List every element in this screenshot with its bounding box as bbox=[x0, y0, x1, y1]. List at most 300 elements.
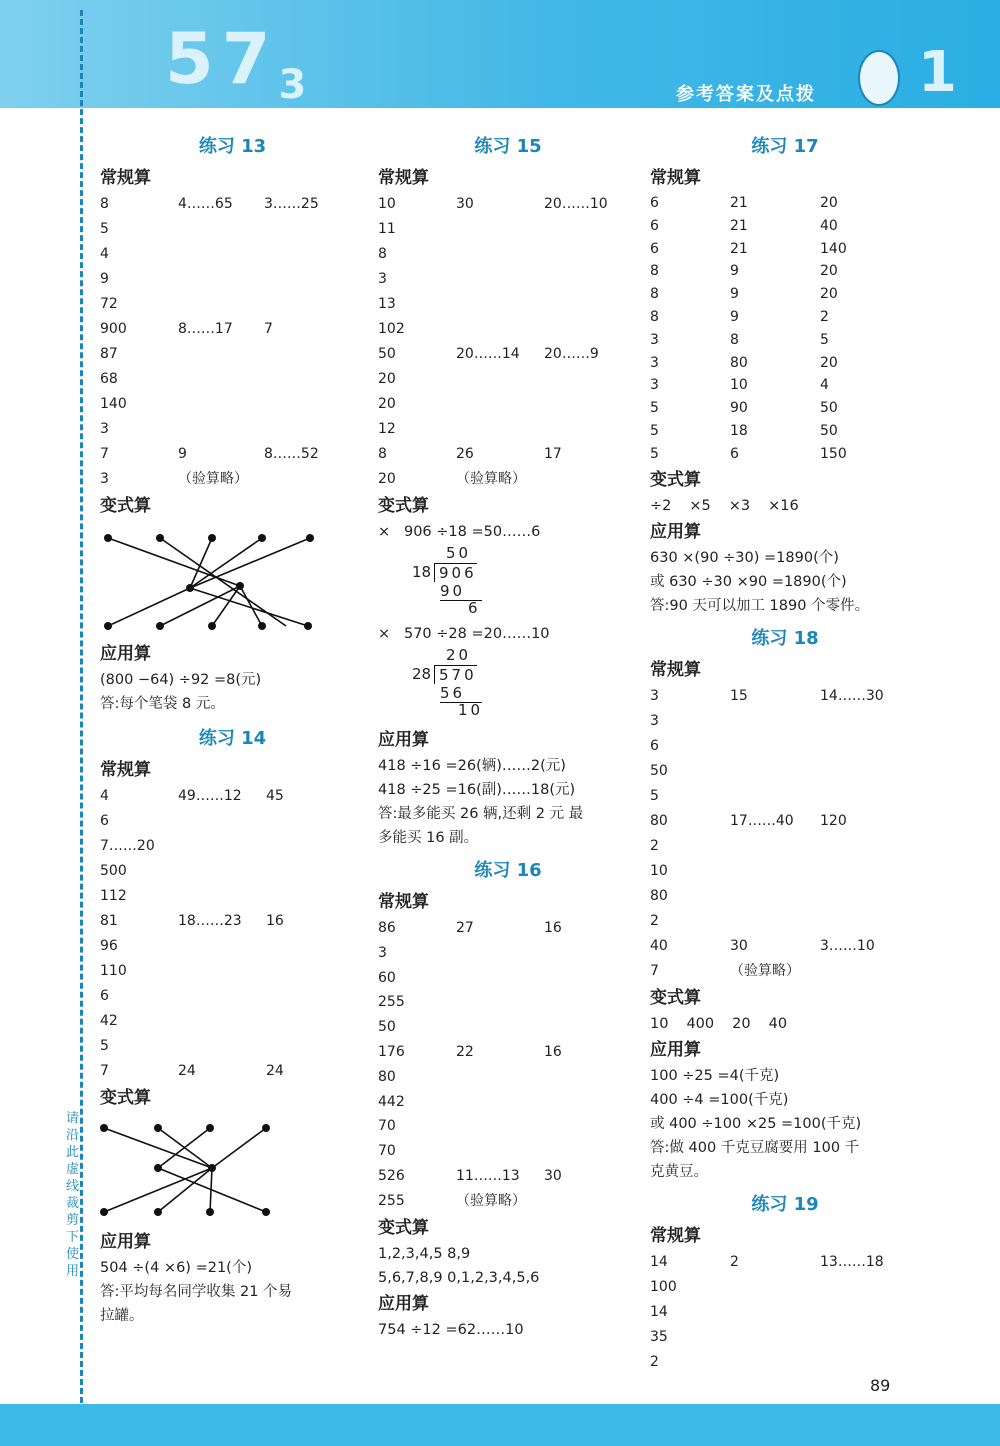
page-number: 89 bbox=[870, 1376, 891, 1395]
answer-cell: 2 bbox=[730, 1253, 739, 1270]
variant-heading: 变式算 bbox=[650, 987, 701, 1008]
answer-cell bbox=[456, 941, 544, 966]
answer-cell: 20 bbox=[378, 371, 396, 387]
answer-cell bbox=[820, 834, 900, 859]
answer-cell: 9 bbox=[730, 286, 739, 303]
answer-cell bbox=[730, 884, 820, 909]
answer-cell bbox=[544, 1065, 634, 1090]
answer-cell bbox=[178, 417, 264, 442]
answer-cell: 42 bbox=[100, 1013, 118, 1029]
answer-cell bbox=[456, 1065, 544, 1090]
applied-answer bbox=[378, 1318, 638, 1342]
cut-note: 请沿此虚线裁剪下使用 bbox=[66, 1111, 80, 1279]
answer-cell: 4 bbox=[820, 377, 829, 394]
answer-cell: 150 bbox=[820, 445, 847, 462]
answer-cell bbox=[544, 1189, 634, 1214]
text-line: 418 ÷25 =16(副)……18(元) bbox=[378, 782, 576, 798]
answer-cell: 526 bbox=[378, 1167, 405, 1184]
answer-cell bbox=[456, 317, 544, 342]
exercise-16 bbox=[378, 854, 638, 1342]
answer-cell: （验算略） bbox=[456, 1192, 526, 1209]
answer-row bbox=[100, 859, 365, 884]
answer-cell: 18 bbox=[730, 422, 748, 439]
exercise-13 bbox=[100, 130, 365, 716]
answer-row bbox=[650, 283, 920, 306]
answer-cell bbox=[264, 367, 354, 392]
answer-cell bbox=[730, 909, 820, 934]
answer-cell: 26 bbox=[456, 446, 474, 462]
answer-cell bbox=[544, 267, 634, 292]
answer-cell: 7 bbox=[100, 446, 109, 462]
variant-item: 20 bbox=[732, 1015, 751, 1032]
applied-answer bbox=[378, 754, 638, 850]
answer-cell: 8 bbox=[650, 308, 659, 325]
answer-cell bbox=[456, 292, 544, 317]
answer-cell bbox=[456, 267, 544, 292]
variant-answer bbox=[650, 494, 920, 518]
answer-row bbox=[650, 374, 920, 397]
answer-cell: 13……18 bbox=[820, 1253, 884, 1270]
variant-item: ×16 bbox=[768, 497, 799, 514]
answer-cell: 3 bbox=[650, 712, 659, 729]
answer-cell: 20 bbox=[820, 263, 838, 280]
text-line: 630 ×(90 ÷30) =1890(个) bbox=[650, 549, 839, 566]
answer-cell: 3 bbox=[378, 271, 387, 287]
answer-row bbox=[650, 1350, 920, 1375]
answer-cell: 45 bbox=[266, 788, 284, 804]
variant-heading: 变式算 bbox=[378, 496, 429, 516]
exercise-title: 练习 13 bbox=[198, 136, 267, 157]
answer-cell: 15 bbox=[730, 687, 748, 704]
answer-row bbox=[378, 1114, 638, 1139]
answer-row bbox=[650, 352, 920, 375]
answer-cell: 40 bbox=[650, 937, 668, 954]
answer-cell: 3 bbox=[650, 687, 659, 704]
answer-cell: 176 bbox=[378, 1043, 405, 1060]
answer-row bbox=[650, 215, 920, 238]
answer-cell bbox=[456, 990, 544, 1015]
answer-cell bbox=[178, 984, 266, 1009]
answer-row bbox=[100, 784, 365, 809]
chapter-number: 1 bbox=[918, 40, 957, 105]
answer-cell: 90 bbox=[730, 400, 748, 417]
answer-cell: 9 bbox=[178, 446, 187, 462]
answer-row bbox=[100, 834, 365, 859]
answer-cell bbox=[544, 292, 634, 317]
footer-bar bbox=[0, 1404, 1000, 1446]
answer-cell: 442 bbox=[378, 1093, 405, 1110]
answer-cell bbox=[820, 1325, 900, 1350]
routine-heading: 常规算 bbox=[650, 659, 701, 680]
answer-cell: 2 bbox=[650, 837, 659, 854]
answer-cell bbox=[730, 1275, 820, 1300]
answer-row bbox=[100, 342, 365, 367]
answer-cell: 81 bbox=[100, 913, 118, 929]
applied-heading: 应用算 bbox=[100, 1232, 151, 1252]
answer-cell: 3 bbox=[650, 377, 659, 394]
answer-cell: （验算略） bbox=[730, 962, 800, 979]
answer-row bbox=[650, 784, 920, 809]
answer-cell: 140 bbox=[100, 396, 127, 412]
answer-cell bbox=[544, 941, 634, 966]
answer-row bbox=[650, 959, 920, 984]
answer-cell: 21 bbox=[730, 240, 748, 257]
answer-cell: 5 bbox=[650, 787, 659, 804]
answer-cell bbox=[820, 884, 900, 909]
answer-row bbox=[650, 909, 920, 934]
correction-1 bbox=[378, 520, 638, 618]
exercise-title: 练习 16 bbox=[474, 860, 542, 881]
answer-cell: 9 bbox=[100, 271, 109, 287]
answer-cell bbox=[820, 909, 900, 934]
answer-cell bbox=[266, 859, 356, 884]
text-line: 克黄豆。 bbox=[650, 1163, 708, 1180]
answer-cell: 6 bbox=[650, 217, 659, 234]
answer-cell: 18……23 bbox=[178, 913, 242, 929]
answer-cell: 8 bbox=[650, 263, 659, 280]
variant-heading: 变式算 bbox=[100, 496, 151, 516]
answer-row bbox=[378, 966, 638, 991]
answer-cell: 8 bbox=[730, 331, 739, 348]
answer-cell: 4 bbox=[100, 246, 109, 262]
corrected-expression: 906 ÷18 =50……6 bbox=[403, 524, 541, 540]
wrong-mark: × bbox=[378, 524, 391, 540]
answer-cell: 50 bbox=[378, 1019, 396, 1036]
answer-cell bbox=[178, 1034, 266, 1059]
answer-cell bbox=[264, 292, 354, 317]
answer-row bbox=[650, 859, 920, 884]
answer-cell: 13 bbox=[378, 296, 396, 312]
answer-cell: 2 bbox=[650, 1353, 659, 1370]
answer-row bbox=[100, 809, 365, 834]
answer-cell: 30 bbox=[456, 196, 474, 212]
answer-cell bbox=[730, 859, 820, 884]
answer-row bbox=[100, 292, 365, 317]
text-line: 400 ÷4 =100(千克) bbox=[650, 1091, 789, 1108]
answer-cell: 3……10 bbox=[820, 937, 875, 954]
answer-cell: 30 bbox=[730, 937, 748, 954]
answer-cell bbox=[730, 734, 820, 759]
answer-cell bbox=[544, 990, 634, 1015]
answer-cell bbox=[544, 392, 634, 417]
answer-row bbox=[100, 909, 365, 934]
answer-cell bbox=[730, 759, 820, 784]
answer-row bbox=[378, 267, 638, 292]
variant-answer bbox=[650, 1012, 920, 1036]
answer-cell: 6 bbox=[650, 195, 659, 211]
answer-cell bbox=[820, 959, 900, 984]
answer-cell bbox=[178, 342, 264, 367]
answer-cell bbox=[178, 392, 264, 417]
answer-cell: 7 bbox=[100, 1063, 109, 1079]
applied-answer bbox=[650, 546, 920, 618]
matching-diagram bbox=[100, 524, 320, 632]
answer-cell bbox=[264, 267, 354, 292]
answer-row bbox=[650, 734, 920, 759]
answer-cell bbox=[178, 834, 266, 859]
answer-row bbox=[650, 329, 920, 352]
answer-cell: 120 bbox=[820, 812, 847, 829]
answer-cell bbox=[730, 784, 820, 809]
answer-cell: 5 bbox=[820, 331, 829, 348]
answer-row bbox=[378, 1164, 638, 1189]
answer-cell: 3 bbox=[650, 331, 659, 348]
answer-cell: （验算略） bbox=[178, 471, 248, 487]
answer-row bbox=[378, 417, 638, 442]
variant-item: ×3 bbox=[728, 497, 751, 514]
answer-row bbox=[378, 1040, 638, 1065]
answer-cell: 50 bbox=[820, 422, 838, 439]
answer-cell: 60 bbox=[378, 969, 396, 986]
answer-row bbox=[650, 397, 920, 420]
answer-row bbox=[100, 192, 365, 217]
answer-cell: 22 bbox=[456, 1043, 474, 1060]
series-logo: $57_3$ bbox=[165, 18, 315, 108]
exercise-title: 练习 18 bbox=[751, 627, 819, 649]
applied-heading: 应用算 bbox=[378, 1293, 429, 1314]
text-line: 5,6,7,8,9 0,1,2,3,4,5,6 bbox=[378, 1269, 540, 1286]
answer-list bbox=[100, 192, 365, 492]
applied-answer bbox=[100, 1256, 365, 1328]
answer-cell: 8……17 bbox=[178, 321, 233, 337]
answer-row bbox=[100, 242, 365, 267]
answer-cell: 20……10 bbox=[544, 196, 608, 212]
answer-cell: 80 bbox=[650, 812, 668, 829]
answer-cell bbox=[178, 292, 264, 317]
answer-cell: 110 bbox=[100, 963, 127, 979]
text-line: 答:最多能买 26 辆,还剩 2 元 最 bbox=[378, 806, 584, 822]
answer-cell: 3 bbox=[100, 421, 109, 437]
mascot-icon bbox=[858, 50, 900, 106]
answer-row bbox=[378, 292, 638, 317]
answer-cell: 2 bbox=[650, 912, 659, 929]
answer-cell: 27 bbox=[456, 920, 474, 936]
answer-row bbox=[100, 467, 365, 492]
answer-cell: 5 bbox=[650, 400, 659, 417]
answer-cell: 50 bbox=[650, 762, 668, 779]
answer-cell bbox=[264, 467, 354, 492]
answer-cell: 4 bbox=[100, 788, 109, 804]
answer-row bbox=[378, 1189, 638, 1214]
answer-cell bbox=[178, 242, 264, 267]
applied-heading: 应用算 bbox=[650, 1039, 701, 1060]
answer-cell bbox=[456, 417, 544, 442]
answer-cell bbox=[264, 242, 354, 267]
text-line: 或 400 ÷100 ×25 =100(千克) bbox=[650, 1115, 862, 1132]
answer-cell: 10 bbox=[650, 862, 668, 879]
answer-cell: 21 bbox=[730, 217, 748, 234]
answer-cell: 3……25 bbox=[264, 196, 319, 212]
answer-cell bbox=[178, 859, 266, 884]
corrected-expression: 570 ÷28 =20……10 bbox=[403, 626, 550, 642]
answer-cell: 17……40 bbox=[730, 812, 794, 829]
answer-row bbox=[650, 759, 920, 784]
text-line: 多能买 16 副。 bbox=[378, 830, 479, 846]
text-line: 拉罐。 bbox=[100, 1308, 144, 1324]
header-banner bbox=[0, 0, 1000, 108]
answer-cell: 20 bbox=[820, 195, 838, 211]
exercise-18 bbox=[650, 622, 920, 1184]
answer-cell bbox=[178, 1009, 266, 1034]
answer-cell: 9 bbox=[730, 263, 739, 280]
answer-cell bbox=[544, 1090, 634, 1115]
applied-answer bbox=[100, 668, 365, 716]
answer-cell bbox=[730, 1350, 820, 1375]
answer-cell: 16 bbox=[544, 920, 562, 936]
answer-row bbox=[650, 238, 920, 261]
answer-cell: 2 bbox=[820, 308, 829, 325]
answer-row bbox=[650, 834, 920, 859]
answer-cell bbox=[820, 759, 900, 784]
answer-cell bbox=[456, 1015, 544, 1040]
answer-cell bbox=[178, 934, 266, 959]
applied-heading: 应用算 bbox=[650, 521, 701, 542]
correction-2 bbox=[378, 622, 638, 720]
answer-cell: 5 bbox=[100, 1038, 109, 1054]
exercise-14 bbox=[100, 722, 365, 1328]
answer-row bbox=[378, 392, 638, 417]
answer-cell: 72 bbox=[100, 296, 118, 312]
answer-cell: 6 bbox=[650, 240, 659, 257]
answer-cell bbox=[730, 1300, 820, 1325]
answer-cell: 50 bbox=[378, 346, 396, 362]
long-division: 20 28 570 56 10 bbox=[412, 646, 484, 719]
answer-cell: 6 bbox=[100, 988, 109, 1004]
answer-cell: 96 bbox=[100, 938, 118, 954]
answer-row bbox=[100, 367, 365, 392]
variant-item: 40 bbox=[768, 1015, 788, 1032]
answer-cell: 20 bbox=[820, 286, 838, 303]
answer-cell: 80 bbox=[650, 887, 668, 904]
answer-cell bbox=[456, 1114, 544, 1139]
answer-cell bbox=[178, 959, 266, 984]
answer-cell: 5 bbox=[100, 221, 109, 237]
answer-cell: 16 bbox=[266, 913, 284, 929]
answer-cell: 20……14 bbox=[456, 346, 520, 362]
answer-row bbox=[650, 934, 920, 959]
answer-cell: 6 bbox=[100, 813, 109, 829]
answer-cell: 5 bbox=[650, 445, 659, 462]
answer-row bbox=[650, 809, 920, 834]
answer-cell bbox=[266, 809, 356, 834]
answer-cell bbox=[266, 834, 356, 859]
answer-cell: 6 bbox=[730, 445, 739, 462]
answer-cell bbox=[730, 1325, 820, 1350]
answer-cell: 102 bbox=[378, 321, 405, 337]
answer-cell bbox=[456, 966, 544, 991]
answer-cell bbox=[456, 217, 544, 242]
answer-cell bbox=[820, 1275, 900, 1300]
answer-cell bbox=[544, 966, 634, 991]
answer-row bbox=[378, 342, 638, 367]
answer-row bbox=[650, 306, 920, 329]
answer-cell bbox=[266, 1034, 356, 1059]
answer-row bbox=[378, 1065, 638, 1090]
answer-cell: 16 bbox=[544, 1043, 562, 1060]
answer-cell bbox=[544, 467, 634, 492]
answer-cell: 20 bbox=[820, 354, 838, 371]
answer-cell bbox=[456, 1090, 544, 1115]
answer-row bbox=[650, 884, 920, 909]
answer-cell bbox=[730, 709, 820, 734]
answer-cell: 3 bbox=[100, 471, 109, 487]
answer-row bbox=[650, 443, 920, 466]
answer-cell: 24 bbox=[266, 1063, 284, 1079]
answer-cell bbox=[544, 367, 634, 392]
answer-row bbox=[100, 934, 365, 959]
answer-cell: 8 bbox=[378, 446, 387, 462]
answer-cell: 255 bbox=[378, 1192, 405, 1209]
exercise-title: 练习 15 bbox=[474, 136, 542, 157]
answer-cell: 35 bbox=[650, 1328, 668, 1345]
answer-cell: 7……20 bbox=[100, 838, 155, 854]
answer-cell bbox=[544, 1015, 634, 1040]
answer-row bbox=[650, 192, 920, 215]
answer-cell bbox=[820, 1350, 900, 1375]
answer-list bbox=[650, 1250, 920, 1375]
answer-cell: 17 bbox=[544, 446, 562, 462]
answer-cell: 8 bbox=[378, 246, 387, 262]
answer-cell: 100 bbox=[650, 1278, 677, 1295]
variant-answer bbox=[378, 1242, 638, 1290]
answer-cell: 49……12 bbox=[178, 788, 242, 804]
answer-cell: 900 bbox=[100, 321, 127, 337]
answer-cell bbox=[456, 392, 544, 417]
answer-row bbox=[100, 1009, 365, 1034]
answer-row bbox=[100, 442, 365, 467]
answer-row bbox=[100, 317, 365, 342]
answer-cell: 20 bbox=[378, 396, 396, 412]
answer-row bbox=[378, 916, 638, 941]
answer-cell: 10 bbox=[730, 377, 748, 394]
answer-list bbox=[378, 916, 638, 1214]
routine-heading: 常规算 bbox=[378, 168, 429, 188]
answer-row bbox=[378, 990, 638, 1015]
answer-cell bbox=[820, 859, 900, 884]
answer-cell: 14 bbox=[650, 1253, 668, 1270]
answer-cell bbox=[266, 959, 356, 984]
variant-item: ÷2 bbox=[650, 497, 672, 514]
text-line: 1,2,3,4,5 8,9 bbox=[378, 1245, 471, 1262]
column-1 bbox=[100, 130, 365, 1328]
applied-heading: 应用算 bbox=[378, 730, 429, 750]
answer-cell: 10 bbox=[378, 196, 396, 212]
answer-cell: 7 bbox=[650, 962, 659, 979]
answer-cell: 70 bbox=[378, 1118, 396, 1135]
answer-cell: 3 bbox=[650, 354, 659, 371]
answer-cell bbox=[544, 242, 634, 267]
answer-cell: 8 bbox=[100, 196, 109, 212]
applied-answer bbox=[650, 1064, 920, 1184]
answer-row bbox=[378, 941, 638, 966]
text-line: (800 −64) ÷92 =8(元) bbox=[100, 672, 262, 688]
answer-cell: 140 bbox=[820, 240, 847, 257]
variant-item: 400 bbox=[686, 1015, 715, 1032]
section-title: 参考答案及点拨 bbox=[676, 84, 816, 105]
answer-row bbox=[378, 442, 638, 467]
variant-item: ×5 bbox=[689, 497, 711, 514]
column-2 bbox=[378, 130, 638, 1342]
answer-row bbox=[378, 317, 638, 342]
answer-cell: 255 bbox=[378, 994, 405, 1011]
answer-row bbox=[100, 1034, 365, 1059]
answer-cell: 20 bbox=[378, 471, 396, 487]
answer-cell: 7 bbox=[264, 321, 273, 337]
exercise-15 bbox=[378, 130, 638, 850]
answer-row bbox=[650, 260, 920, 283]
column-3 bbox=[650, 130, 920, 1375]
answer-row bbox=[378, 192, 638, 217]
